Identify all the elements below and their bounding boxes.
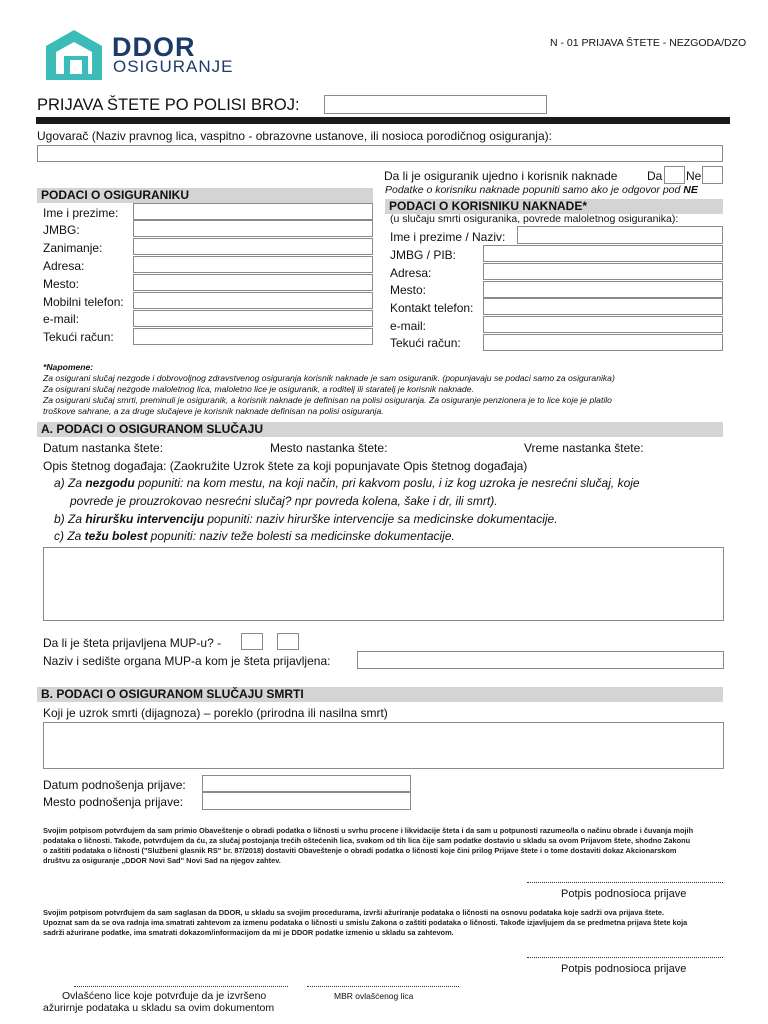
submit-place-label: Mesto podnošenja prijave: xyxy=(43,795,184,809)
mup-no-checkbox[interactable] xyxy=(277,633,299,650)
option-a-text: popuniti: na kom mestu, na koji način, pri kakvom poslu, i iz kog uzroka je nesrećni slučaj, koje xyxy=(134,476,640,490)
option-b-prefix: b) Za xyxy=(54,512,86,526)
beneficiary-email-input[interactable] xyxy=(483,316,723,333)
beneficiary-email-label: e-mail: xyxy=(390,319,427,333)
insured-name-input[interactable] xyxy=(133,203,373,220)
insured-address-label: Adresa: xyxy=(43,259,85,273)
consent-1-line: Svojim potpisom potvrđujem da sam primio Obaveštenje o obradi podatka o ličnosti u svrhu procene i likvidacije šteta i da sam u potpunosti razumeo/la o načinu obrade i čuvanja mojih xyxy=(43,826,694,835)
option-b xyxy=(54,512,558,526)
consent-1-line: društvu za osiguranje „DDOR Novi Sad" Novi Sad na njegov zahtev. xyxy=(43,856,281,865)
insured-mobile-label: Mobilni telefon: xyxy=(43,295,124,309)
signature-line-1[interactable] xyxy=(527,882,723,883)
insured-heading: PODACI O OSIGURANIKU xyxy=(37,188,373,203)
notes xyxy=(43,362,733,417)
company-logo xyxy=(42,28,232,82)
policy-number-input[interactable] xyxy=(324,95,547,114)
consent-2-line: sadrži ažurirane podatke, ima smatrati dokazom/informacijom da mi je DDOR podatke izmenio u skladu sa zahtevom. xyxy=(43,928,454,937)
option-b-text: popuniti: naziv hirurške intervencije sa medicinske dokumentacije. xyxy=(204,512,558,526)
notes-line: troškove sahrane, a za druge slučajeve je korisnik naknade definisan na polisi osiguranja. xyxy=(43,406,384,416)
signature-label-1: Potpis podnosioca prijave xyxy=(561,888,687,900)
option-c xyxy=(54,529,455,543)
option-c-prefix: c) Za xyxy=(54,529,85,543)
insured-account-label: Tekući račun: xyxy=(43,330,114,344)
beneficiary-question: Da li je osiguranik ujedno i korisnik naknade xyxy=(384,169,618,183)
contractor-input[interactable] xyxy=(37,145,723,162)
death-cause-textarea[interactable] xyxy=(43,722,724,769)
beneficiary-name-label: Ime i prezime / Naziv: xyxy=(390,230,506,244)
mup-yes-checkbox[interactable] xyxy=(241,633,263,650)
mup-question: Da li je šteta prijavljena MUP-u? - xyxy=(43,636,222,650)
option-c-text: popuniti: naziv teže bolesti sa medicinske dokumentacije. xyxy=(147,529,455,543)
event-description-textarea[interactable] xyxy=(43,547,724,621)
beneficiary-city-input[interactable] xyxy=(483,281,723,298)
insured-email-label: e-mail: xyxy=(43,312,80,326)
option-a xyxy=(54,476,640,490)
insured-city-input[interactable] xyxy=(133,274,373,291)
insured-jmbg-input[interactable] xyxy=(133,220,373,237)
option-b-bold: hiruršku intervenciju xyxy=(85,512,205,526)
insured-name-label: Ime i prezime: xyxy=(43,206,119,220)
header-divider xyxy=(36,117,730,124)
beneficiary-subtitle: (u slučaju smrti osiguranika, povrede maloletnog osiguranika): xyxy=(390,213,679,225)
option-c-bold: težu bolest xyxy=(84,529,148,543)
notes-line: Za osigurani slučaj nezgode i dobrovoljnog zdravstvenog osiguranja korisnik naknade je sam osiguranik. (popunjavaju se podaci samo za osiguranika) xyxy=(43,373,615,383)
beneficiary-address-label: Adresa: xyxy=(390,266,432,280)
beneficiary-address-input[interactable] xyxy=(483,263,723,280)
submit-date-label: Datum podnošenja prijave: xyxy=(43,778,186,792)
mbr-signature-line[interactable] xyxy=(307,986,459,987)
insured-jmbg-label: JMBG: xyxy=(43,223,80,237)
consent-1 xyxy=(43,826,733,866)
logo-brand: DDOR xyxy=(112,32,196,62)
officer-signature-line[interactable] xyxy=(74,986,288,987)
insured-occupation-input[interactable] xyxy=(133,238,373,255)
notes-title: *Napomene: xyxy=(43,362,94,372)
beneficiary-phone-input[interactable] xyxy=(483,298,723,315)
mup-org-label: Naziv i sedište organa MUP-a kom je šteta prijavljena: xyxy=(43,654,331,668)
consent-2-line: Upoznat sam da se ova radnja ima smatrati zahtevom za izmenu podataka o ličnosti u smislu Zakona o zaštiti podataka o ličnosti. Takođe izjavljujem da se predmetna prijava štete koja xyxy=(43,918,688,927)
yes-checkbox[interactable] xyxy=(664,166,685,184)
notes-line: Za osigurani slučaj smrti, preminuli je osiguranik, a korisnik naknade je definisan na polisi osiguranja. Za osiguranje penzionera je to lice koje je platilo xyxy=(43,395,612,405)
section-a-heading: A. PODACI O OSIGURANOM SLUČAJU xyxy=(37,422,723,437)
beneficiary-name-input[interactable] xyxy=(517,226,723,244)
death-cause-label: Koji je uzrok smrti (dijagnoza) – poreklo (prirodna ili nasilna smrt) xyxy=(43,706,388,720)
consent-1-line: o zaštiti podataka o ličnosti ("Službeni glasnik RS" br. 87/2018) dostaviti Obaveštenje o obradi podatka o ličnosti koje čini prilog Prijave štete i o tome dostaviti dokaz Akcionarskom xyxy=(43,846,677,855)
option-a-line2: povrede je prouzrokovao nesrećni slučaj? npr povreda kolena, šake i dr, ili smrt). xyxy=(70,494,498,508)
form-code: N - 01 PRIJAVA ŠTETE - NEZGODA/DZO xyxy=(550,37,747,49)
officer-label-line2: ažurirnje podataka u skladu sa ovim dokumentom xyxy=(43,1002,275,1014)
submit-place-input[interactable] xyxy=(202,792,411,810)
event-description-label: Opis štetnog događaja: (Zaokružite Uzrok štete za koji popunjavate Opis štetnog događaja) xyxy=(43,459,528,473)
damage-place-label: Mesto nastanka štete: xyxy=(270,441,388,455)
notes-line: Za osigurani slučaj nezgode maloletnog lica, maloletno lice je osiguranik, a roditelj ili staratelj je korisnik naknade. xyxy=(43,384,474,394)
no-checkbox[interactable] xyxy=(702,166,723,184)
signature-label-2: Potpis podnosioca prijave xyxy=(561,963,687,975)
insured-city-label: Mesto: xyxy=(43,277,80,291)
mup-org-input[interactable] xyxy=(357,651,724,669)
submit-date-input[interactable] xyxy=(202,775,411,792)
signature-line-2[interactable] xyxy=(527,957,723,958)
damage-time-label: Vreme nastanka štete: xyxy=(524,441,644,455)
option-a-bold: nezgodu xyxy=(85,476,135,490)
insured-email-input[interactable] xyxy=(133,310,373,327)
beneficiary-account-input[interactable] xyxy=(483,334,723,351)
yes-label: Da xyxy=(647,169,663,183)
no-label: Ne xyxy=(686,169,702,183)
beneficiary-jmbg-label: JMBG / PIB: xyxy=(390,248,457,262)
insured-occupation-label: Zanimanje: xyxy=(43,241,103,255)
option-a-prefix: a) Za xyxy=(54,476,86,490)
damage-date-label: Datum nastanka štete: xyxy=(43,441,164,455)
section-b-heading: B. PODACI O OSIGURANOM SLUČAJU SMRTI xyxy=(37,687,723,702)
beneficiary-note xyxy=(385,184,698,197)
beneficiary-phone-label: Kontakt telefon: xyxy=(390,301,474,315)
consent-2-line: Svojim potpisom potvrđujem da sam saglasan da DDOR, u skladu sa svojim procedurama, izvrši ažuriranje podataka o ličnosti na osnovu podataka koje sadrži ova prijava štete. xyxy=(43,908,665,917)
officer-label-line1: Ovlašćeno lice koje potvrđuje da je izvršeno xyxy=(62,990,267,1002)
page-title: PRIJAVA ŠTETE PO POLISI BROJ: xyxy=(37,96,300,114)
contractor-label: Ugovarač (Naziv pravnog lica, vaspitno - obrazovne ustanove, ili nosioca porodičnog osiguranja): xyxy=(37,129,552,143)
beneficiary-note-bold: NE xyxy=(683,184,698,196)
beneficiary-note-text: Podatke o korisniku naknade popuniti samo ako je odgovor pod xyxy=(385,184,684,196)
logo-sub: OSIGURANJE xyxy=(113,57,234,76)
beneficiary-account-label: Tekući račun: xyxy=(390,336,461,350)
consent-2 xyxy=(43,908,733,938)
beneficiary-heading: PODACI O KORISNIKU NAKNADE* xyxy=(385,199,723,214)
insured-address-input[interactable] xyxy=(133,256,373,273)
beneficiary-jmbg-input[interactable] xyxy=(483,245,723,262)
beneficiary-city-label: Mesto: xyxy=(390,283,427,297)
insured-account-input[interactable] xyxy=(133,328,373,345)
consent-1-line: podataka o ličnosti. Takođe, potvrđujem da ću, za slučaj postojanja trećih oštećenih lica, svakom od tih lica čije sam podatke dostavio u skladu sa ovom Prijavom štete, shodno Zakonu xyxy=(43,836,691,845)
house-logo-icon xyxy=(42,28,106,82)
mbr-label: MBR ovlašćenog lica xyxy=(334,991,414,1001)
insured-mobile-input[interactable] xyxy=(133,292,373,309)
